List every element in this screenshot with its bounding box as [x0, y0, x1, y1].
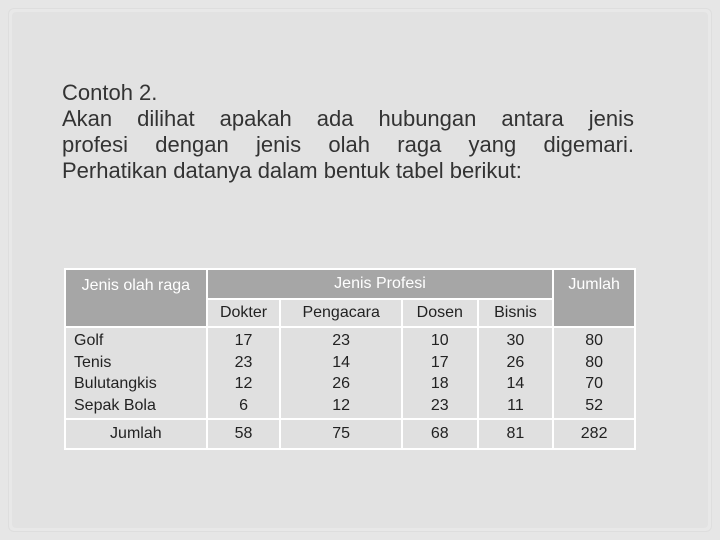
table-cell: 12	[234, 375, 253, 392]
table-cell: 30	[506, 332, 525, 349]
contingency-table	[64, 268, 636, 450]
table-cell: 23	[332, 332, 351, 349]
header-total	[553, 269, 635, 327]
bisnis-values-cell	[478, 327, 554, 419]
text-line-2: profesi dengan jenis olah raga yang digemari.	[62, 132, 634, 157]
table-cell: 12	[332, 396, 351, 414]
table-cell: 17	[430, 353, 449, 371]
header-bisnis: Bisnis	[478, 299, 554, 327]
table-cell: 17	[234, 332, 253, 349]
table-cell: 14	[506, 375, 525, 392]
table-cell: 80	[585, 353, 604, 371]
table-cell: 26	[506, 353, 525, 371]
header-profession-group: Jenis Profesi	[207, 269, 554, 299]
table-cell: 18	[430, 375, 449, 392]
row-totals-cell	[553, 327, 635, 419]
table-cell: 10	[430, 332, 449, 349]
sport-sepak-bola: Sepak Bola	[74, 396, 156, 414]
total-dokter: 58	[207, 419, 281, 449]
table-cell: 14	[332, 353, 351, 371]
sport-bulutangkis: Bulutangkis	[74, 375, 157, 392]
table-cell: 26	[332, 375, 351, 392]
sport-golf: Golf	[74, 332, 104, 349]
table-cell: 23	[234, 353, 253, 371]
example-title: Contoh 2.	[62, 80, 158, 105]
total-bisnis: 81	[478, 419, 554, 449]
total-row-label: Jumlah	[65, 419, 207, 449]
text-line-3: Perhatikan datanya dalam bentuk tabel berikut:	[62, 158, 522, 183]
pengacara-values-cell	[280, 327, 402, 419]
total-pengacara: 75	[280, 419, 402, 449]
dokter-values-cell	[207, 327, 281, 419]
header-pengacara: Pengacara	[280, 299, 402, 327]
sport-tenis: Tenis	[74, 353, 112, 371]
sport-list-cell	[65, 327, 207, 419]
table-cell: 80	[585, 332, 604, 349]
table-cell: 52	[585, 396, 604, 414]
total-dosen: 68	[402, 419, 478, 449]
dosen-values-cell	[402, 327, 478, 419]
text-line-1: Akan dilihat apakah ada hubungan antara jenis	[62, 106, 634, 131]
table-cell: 11	[507, 396, 524, 414]
header-sport-type-label: Jenis olah raga	[81, 277, 191, 294]
slide-text	[62, 80, 634, 184]
header-total-label: Jumlah	[568, 276, 620, 293]
grand-total: 282	[553, 419, 635, 449]
table-cell: 70	[585, 375, 604, 392]
table-cell: 6	[239, 396, 248, 414]
header-dokter: Dokter	[207, 299, 281, 327]
header-dosen: Dosen	[402, 299, 478, 327]
table-cell: 23	[430, 396, 449, 414]
header-sport-type	[65, 269, 207, 327]
